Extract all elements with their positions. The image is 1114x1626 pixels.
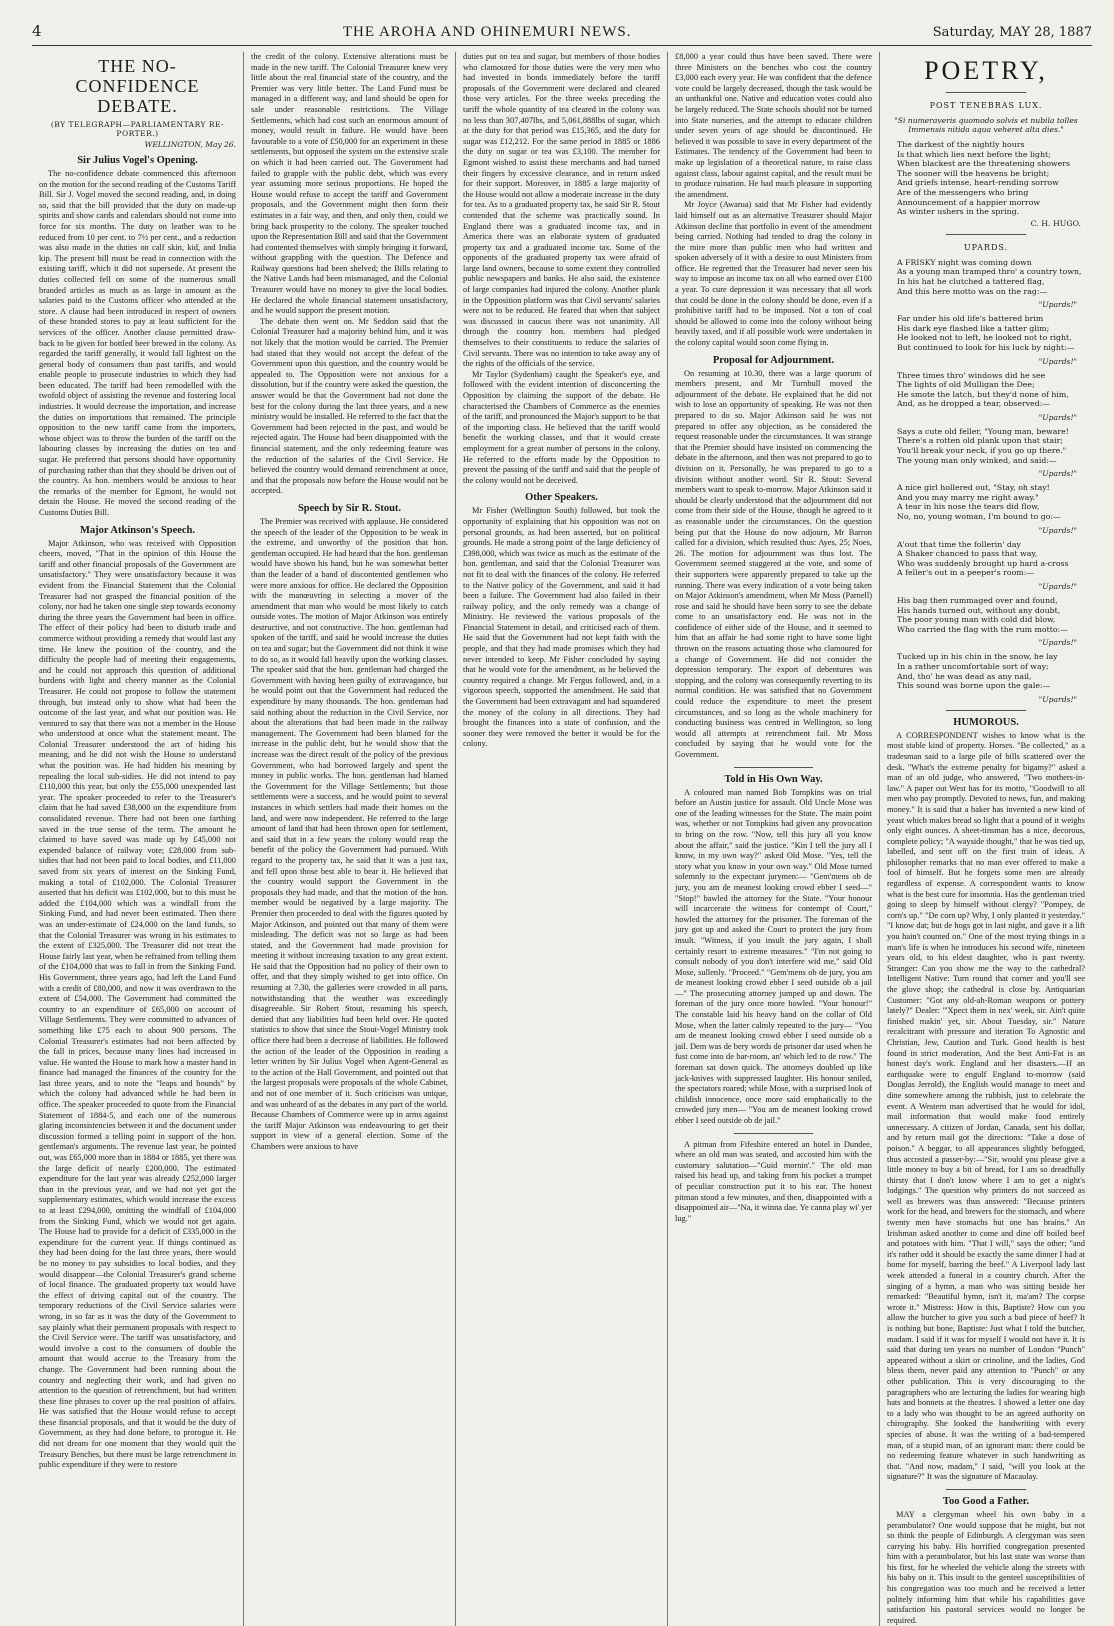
- poem-stanza: [897, 540, 1085, 578]
- dateline: WELLINGTON, May 26.: [144, 140, 236, 149]
- verse-line: Announcement of a happier morrow: [897, 197, 1041, 207]
- verse-line: In his hat he clutched a tattered flag,: [897, 276, 1045, 286]
- poem-refrain: "Upards!": [1038, 694, 1077, 704]
- poem-refrain: "Upards!": [1038, 582, 1077, 591]
- poem-refrain: "Upards!": [1038, 300, 1077, 310]
- verse-line: Who was suddenly brought up hard a-cross: [897, 558, 1069, 568]
- verse-line: As a young man tramped thro' a country town,: [897, 267, 1082, 277]
- article-paragraph: On resuming at 10.30, there was a large quorum of members present, and Mr Turnbull moved the adjournment of the debate. He explained that he did not wish to lose an opportunity of speaking. He was not then prepared to do so. Major Atkinson said he was not prepared to offer any objection, as he considered the request reasonable under the circumstances. It was strange that the Premier should have insisted on commencing the debate in the afternoon, and then was not prepared to go to division on it. Personally, he was prepared to go to a division without another word. Sir R. Stout: Several members want to speak to-morrow. Major Atkinson said it should be clearly understood that the adjournment did not come from their side of the House, though he agreed to it as reasonable under the circumstances. On the question being put that the House do now adjourn, Mr Barron called for a division, which resulted thus: Ayes, 25; Noes, 26. The motion for adjournment was thus lost. The Government seemed staggered at the vote, and some of their supporters were apparently prepared to take up the running. There was every indication of a vote being taken on Major Atkinson's amendment, when Mr Moss (Parnell) rose and said he should have been sorry to see the debate come to an unsatisfactory end. He was not in the confidence of either side of the House, and it seemed to him that an affair he had some right to have some light thrown on the reasons actuating those who clamoured for a change of Government. He did not consider the depression temporary. The export of debentures was stopping, and the colony was consequently reverting to its normal condition. He was satisfied that no Government could reduce the expenditure to meet the present circumstances, and so long as the whole machinery for conducting business was centred in Wellington, so long would all attempts at retrenchment fail. Mr Moss concluded by saying that he would vote for the Government.: [675, 368, 872, 759]
- poem-verse: [897, 140, 1085, 217]
- verse-line: The sooner will the heavens be bright;: [897, 168, 1050, 178]
- verse-line: The young man only winked, and said:—: [897, 455, 1057, 465]
- verse-line: There's a rotten old plank upon that stair;: [897, 436, 1063, 446]
- byline: (BY TELEGRAPH—PARLIAMENTARY RE-PORTER.): [50, 120, 225, 138]
- poem-stanza: [897, 483, 1085, 521]
- verse-line: No, no, young woman, I'm bound to go:—: [897, 512, 1061, 522]
- poem-stanza: [897, 652, 1085, 690]
- verse-line: And this here motto was on the rag:—: [897, 286, 1048, 296]
- article-paragraph: duties put on tea and sugar, but members of those bodies who clamoured for those duties were the very men who had invested in bonds immediately before the tariff proposals of the Government were declared and cleared those very articles. For the three weeks preceding the tariff the whole quantity of tea cleared in the colony was no less than 307,407lbs, and 5,061,888lbs of sugar, which at the duty for that period was £15,365, and the duty for sugar was £12,212. For the same period in 1885 or 1886 the duty on sugar or tea was £3,100. The member for Egmont wished to assist these merchants and had turned their fingers by excessive clearance, and in return asked for their support. Moreover, in 1885 a large majority of the House would not allow a moderate increase in the duty for tea. As to a graduated property tax, he said Sir R. Stout contended that the scheme was practically sound. In England there was a graduated income tax, and in America there was an elaborate system of graduated property tax and a graduated income tax. Some of the opponents of the graduated property tax were afraid of large land owners, because to some extent they controlled public newspapers and banks. He also said, the existence of large companies had injured the colony. Another plank in the Opposition platform was that Civil servants' salaries were not to be reduced. He feared that when that subject was discussed in caucus there was not unanimity. All through the country hon. members had pledged themselves to their constituents to reduce the salaries of Civil servants. There was no intention to take away any of the rights of the officials of the service.: [463, 52, 660, 369]
- subhead-adjournment: Proposal for Adjournment.: [712, 354, 835, 366]
- subhead-stout-speech: Speech by Sir R. Stout.: [297, 502, 402, 514]
- issue-date: Saturday, MAY 28, 1887: [932, 25, 1092, 40]
- verse-line: The poor young man with cold did blow,: [897, 615, 1056, 625]
- verse-line: He smote the latch, but they'd none of him,: [897, 389, 1069, 399]
- verse-line: And, tho' he was dead as any nail,: [897, 671, 1032, 681]
- subhead-told-in-his-own-way: Told in His Own Way.: [724, 773, 823, 785]
- column-5: [880, 52, 1092, 1626]
- poem-upards: [887, 258, 1085, 704]
- verse-line: Says a cute old feller, "Young man, beware!: [897, 426, 1069, 436]
- verse-line: Is that which lies next before the light;: [897, 149, 1051, 159]
- poem-stanza: [897, 596, 1085, 634]
- headline-debate: DEBATE.: [97, 96, 178, 116]
- verse-line: When blackest are the threatening showers: [897, 159, 1070, 169]
- article-paragraph: The no-confidence debate commenced this afternoon on the motion for the second reading of the Customs Tariff Bill. Sir J. Vogel moved the second reading, and, in doing so, said that the bill provided that the duty on made-up spirits and show cards and calendars should not come into force for six months. The duty on leather was to be reduced from 10 per cent. to 7½ per cent., and a reduction was also made in the duties on calf skin, kid, and India kip. The present bill must be read in connection with the existing tariff, which it did not supersede. At present the duties collected fell on some of the numerous small branded articles as much as as large in amount as the salaries paid to the Customs officer who attended at the store. A clause had been introduced in respect of owners of these branded stores to pay at least sufficient for the services of the officer. Another clause permitted draw-back to be given for bottled beer brewed in the colony. As regarded the tariff generally, it would fall lightest on the general body of consumers than past tariffs, and would enable people to prosecute industries to which they had been educated. The tariff had been remodelled with the twofold object of assisting the revenue and fostering local industries. It would decrease the importation, and increase the duties on importations that remained. The principle opposition to the new tariff came from the importers, whose object was to throw the burden of the tariff on the labouring classes by increasing the duties on tea and sugar. He preferred that persons should have opportunity of purchasing rather than that they should be driven out of the country. As hon. members would be anxious to hear the remarks of the member for Egmont, he would not detain the House. He moved the second reading of the Customs Duties Bill.: [39, 169, 236, 517]
- verse-line: In a rather uncomfortable sort of way;: [897, 661, 1049, 671]
- article-paragraph: The Premier was received with applause. He considered the speech of the leader of the Opposition to be weak in the extreme, and unworthy of the position that hon. gentleman occupied. He had heard that the hon. gentleman would have shown his hand, but he was somewhat better than the leader of a band of discontented gentlemen who were more anxious for office. He declared the Opposition with the manœuvring in selecting a mover of the amendment that man who would be most likely to catch outside votes. The motion of Major Atkinson was entirely destructive, and not constructive. The hon. gentleman had spoken of the tariff, and said he would increase the duties on tea and sugar; but the Government did not think it wise to do so, as it would fall heavily upon the working classes. The speaker said that the hon. gentleman had charged the Government with having been guilty of extravagance, but he would point out that the Government had reduced the expenditure by many thousands. The hon. gentleman had said nothing about the reduction in the Civil Service, nor about the alterations that had been made in the railway management. The Government had been blamed for the increase in the public debt, but he would show that the increase was the direct result of the policy of the previous Government, who had borrowed largely and spent the money in public works. The hon. gentleman had blamed the Government for the Village Settlements; but those settlements were a success, and he would point to several instances in which settlers had made their homes on the land, and were now independent. He referred to the large amount of land that had been thrown open for settlement, and said that in a few years the colony would reap the benefit of the policy the Government had pursued. With regard to the property tax, he said that it was a just tax, and fell upon those best able to bear it. He believed that the country would support the Government in the proposals they had made, and that the motion of the hon. member would be negatived by a large majority. The Premier then proceeded to deal with the figures quoted by Major Atkinson, and pointed out that many of them were misleading. The deficit was not so large as had been stated, and the Government had made provision for meeting it without increasing taxation to any great extent. He said that the Opposition had no policy of their own to offer, and that they simply wished to get into office. On resuming at 7.30, the galleries were crowded in all parts, notwithstanding that the weather was exceedingly disagreeable. Sir Robert Stout, resuming his speech, denied that any liabilities had been held over. He quoted statistics to show that since the Stout-Vogel Ministry took office there had been a decrease of liabilities. He followed the action of the leader of the Opposition in reading a letter written by Sir Julius Vogel when Agent-General as to the action of the Hall Government, and pointed out that the largest proposals were proposals of the whole Cabinet, and not of one member of it. Such criticism was unique, and was unheard of as the debates in any part of the world. Because Chambers of Commerce were up in arms against the tariff Major Atkinson was endeavouring to get their support in view of a general election. Some of the Chambers were anxious to have: [251, 516, 448, 1151]
- verse-line: A feller's out in a peeper's room:—: [897, 568, 1035, 578]
- newspaper-title: THE AROHA AND OHINEMURI NEWS.: [342, 24, 632, 40]
- subhead-vogel-opening: Sir Julius Vogel's Opening.: [77, 155, 198, 166]
- article-paragraph: A CORRESPONDENT wishes to know what is the most stable kind of property. Horses. "Be collected," as a tradesman said to a large pile of bills scattered over the desk. "What's the extreme penalty for bigamy?" asked a man of an old judge, who answered, "Two mothers-in-law." A paper out West has for its motto, "Goodwill to all men who pay promptly. Devoted to news, fun, and making money." It is said that a baker has invented a new kind of yeast which makes bread so light that a pound of it weighs only eight ounces. A sheet-tinsman has a nice, decorous, complete policy; "A wayside thought," that he was tied up, labelled, and sent off on the first train of ideas. A philosopher remarks that no man ever offered to make a fool of himself. But he forgets some men are already regardless of expense. A correspondent wants to know what is the best cure for insomnia. Has the gentleman tried going to sleep by himself without clergy? "Pompey, de corn's up." "De corn up? Why, I only planted it yesterday." "I know dat; but de hogs got in last night, and gave it a lift you hain't counted on." One of the most trying things in a man's life is when he introduces his second wife, nineteen years old, to his eldest daughter, who is past twenty. Stranger: Can you show me the way to the cathedral? Intelligent Native: Turn round that corner and you'll see the glove shop; the cathedral is close by. Antiquarian Customer: "Got any old-ah-Roman weapons or pottery lately?" Dealer: "'Xpect them in nex' week, sir. Ain't quite finished makin' yet, sir. About Tuesday, sir." Nature recalcitrant with pressure and iteration To Agnostic and Christian, Jew, Caution and Turk. Good health is best found in strict moderation, And the best Anti-Fat is an honest day's work. England and her disasters.—If an earthquake were to engulf England to-morrow (said Douglas Jerrold), the English would manage to meet and dine somewhere among the rubbish, just to celebrate the event. A Western man advertised that he would for idol, mail information that would make food entirely unnecessary. A citizen of Jordan, Canada, sent his dollar, and by return mail got the directions: "Take a dose of poison." A beggar, to all appearances slightly befogged, thus accosted a passer-by:—"Sir, would you please give a little money to buy a bit of bread, for I am so dreadfully thirsty that I don't know where I am to get a night's lodgings." The question why printers do not succeed as well as brewers was thus answered: "Because printers work for the head, and brewers for the stomach, and where twenty men have stomachs but one has brains." An Irishman asked another to come and dine off boiled beef and potatoes with him. "That I will," says the other; "and it's rather odd it should be exactly the same dinner I had at home for myself, barring the beef." A Liverpool lady last week attended a funeral in a country church. After the singing of a hymn, a man who was sitting beside her remarked: "Beautiful hymn, isn't it, ma'am? The corpse wrote it." Mistress: How is this, Baptiste? How can you allow the butcher to give you such a bad piece of beef? It is nothing but bone, Baptiste: Just what I told the butcher, madam. I said if it was for myself I would not have it. It is said that during ten years no number of London "Punch" appeared without a skirt or crinoline, and the ladies, God bless them, never paid any attention to "Punch" or any other publication. This is very discouraging to the paragraphers who are lecturing the ladies for wearing high hats and bonnets at the theatres. I showed a letter one day to a lady who was thought to be an agreed authority on chirography. She looked the handwriting with every species of abuse. It was the writing of a bad-tempered man, of a stupid man, of an ignorant man: there could be no redeeming feature whatever in such handwriting as that. "And now, madam," I said, "will you look at the signature?" It was the signature of Macaulay.: [887, 730, 1085, 1482]
- verse-line: Tucked up in his chin in the snow, he lay: [897, 652, 1058, 662]
- headline-no-confidence: THE NO-CONFIDENCE: [75, 56, 200, 96]
- poetry-heading: POETRY,: [924, 56, 1048, 85]
- poem-stanza: [897, 314, 1085, 352]
- verse-line: His hands turned out, without any doubt,: [897, 605, 1061, 615]
- page-number: 4: [32, 22, 42, 40]
- verse-line: A FRISKY night was coming down: [897, 257, 1032, 267]
- subhead-atkinson-speech: Major Atkinson's Speech.: [79, 524, 196, 536]
- verse-line: And you may marry me right away.": [897, 492, 1039, 502]
- poem-author: C. H. HUGO.: [1030, 218, 1081, 228]
- verse-line: And griefs intense, heart-rending sorrow: [897, 178, 1059, 188]
- poem-stanza: [897, 371, 1085, 409]
- subhead-too-good-a-father: Too Good a Father.: [942, 1495, 1030, 1507]
- article-paragraph: A coloured man named Bob Tompkins was on trial before an Austin justice for assault. Old Uncle Mose was one of the leading witnesses for the State. The main point was, whether or not Tompkins had given any provocation to bring on the row. "Now, tell this jury all you know about the affair," said the justice. "Kin I tell the jury all I know, in my own way?" asked Old Mose. "Yes, tell the story what you know in your own way." Old Mose turned solemnly to the expectant jurymen:— "Gem'mens ob de jury, you am de meanest looking crowd ebber I seed—" "Stop!" bawled the attorney for the State. "Your honour will incarcerate the witness for contempt of Court," howled the attorney for the prisoner. The foreman of the jury got up and asked the Court to protect the jury from insult. "Witness, if you insult the jury again, I shall certainly resort to extreme measures." "I'm not going to consult nobody of you don't interfere wid me," said Old Mose, sullenly. "Proceed." "Gem'mens ob de jury, you am de meanest looking crowd ebber I seed outside ob a jail—" The prosecuting attorney jumped up and down. The foreman of the jury once more howled. "Your honour!" The constable laid his heavy hand on the collar of Old Mose, when the latter calmly repeated to the jury— "You am de meanest looking crowd ebber I seed outside ob a jail. Dem was de bery words de prisoner dar used when he fust come into de bar-room, an' which led to de row." The foreman sat down quick. The attorneys doubled up like jack-knives with suppressed laughter. His honour smiled, the spectators roared; while Mose, with a surprised look of childish innocence, once more said emphatically to the crowded jury men— "You am de meanest looking crowd ebber I seed outside ob de jail.": [675, 787, 872, 1125]
- verse-line: You'll break your neck, if you go up there.": [897, 446, 1067, 456]
- poem-refrain: "Upards!": [1038, 356, 1077, 366]
- divider: [946, 92, 1025, 93]
- divider: [946, 710, 1025, 711]
- poem-refrain: "Upards!": [1038, 469, 1077, 479]
- article-paragraph: £8,000 a year could thus have been saved. There were three Ministers on the benches who cost the country £3,000 each every year. He was confident that the defence vote could be largely decreased, though the task would be an unthankful one. Native and education votes could also be largely reduced. The State schools should not be turned into State nurseries, and the attempt to educate children under seven years of age should be discontinued. He believed it was possible to save in every department of the Estimates. The tendency of the Government had been to make up legislation of a theoretical nature, to raise class against class, labour against capital, and the result must be to produce ruination. He had much pleasure in supporting the amendment.: [675, 52, 872, 199]
- poem-title: POST TENEBRAS LUX.: [929, 101, 1043, 110]
- article-paragraph: A pitman from Fifeshire entered an hotel in Dundee, where an old man was seated, and accosted him with the customary salutation—"Guid mornin'." The old man raised his head up, and taking from his pocket a trumpet of peculiar construction put it to his ear. The honest pitman stood a few minutes, and then, disappointed with a disappointed air—"Na, it winna dae. Ye canna play wi' yer lug.": [675, 1139, 872, 1223]
- subhead-humorous: HUMOROUS.: [953, 716, 1019, 728]
- verse-line: His dark eye flashed like a tatter glim;: [897, 323, 1050, 333]
- poem-epigraph: "Si numeraveris quomodo solvis et nubila tolles Immensis nitida aqua veheret alta dies.": [894, 116, 1078, 134]
- verse-line: Three times thro' windows did he see: [897, 370, 1046, 380]
- article-paragraph: Mr Taylor (Sydenham) caught the Speaker's eye, and followed with the evident intention of disconcerting the Opposition by claiming the support of the debate. He characterised the Chambers of Commerce as the enemies of the tariff, and pronounced the Major's support to be that of the importing class. He believed that the tariff would benefit the working classes, and that it would create employment for a great number of persons in the colony. He referred to the efforts made by the Opposition to prevent the passing of the tariff and said that the people of the colony would not be deceived.: [463, 369, 660, 485]
- article-paragraph: Mr Fisher (Wellington South) followed, but took the opportunity of explaining that his opposition was not on personal grounds, as had been asserted, but on political grounds. He made a strong point of the large deficiency of £398,000, which was twice as much as the estimate of the hon. gentleman, and said that the Colonial Treasurer was not fit to deal with the finances of the colony. He referred to the Native policy of the Government, and said it had been a failure. The Government had also failed in their railway policy, and the only remedy was a change of Ministry. He reviewed the various proposals of the Financial Statement in detail, and criticised each of them. He said that the Government had not kept faith with the people, and that they had made promises which they had never intended to keep. Mr Fisher concluded by saying that he would vote for the amendment, as he believed the country required a change. Mr Fergus followed, and, in a vigorous speech, supported the amendment. He said that the Government had been extravagant and had squandered the money of the colony in all directions. They had brought the finances into a state of confusion, and the sooner they were removed the better it would be for the colony.: [463, 506, 660, 749]
- verse-line: And, as he dropped a tear, observed:—: [897, 399, 1051, 409]
- verse-line: A'out that time the follerin' day: [897, 539, 1021, 549]
- subhead-other-speakers: Other Speakers.: [525, 492, 598, 504]
- verse-line: A Shaker chanced to pass that way,: [897, 549, 1038, 559]
- divider: [734, 767, 813, 768]
- verse-line: He looked not to left, he looked not to right,: [897, 333, 1072, 343]
- verse-line: Are of the messengers who bring: [897, 187, 1029, 197]
- verse-line: A nice girl hollered out, "Stay, oh stay!: [897, 483, 1050, 493]
- verse-line: The darkest of the nightly hours: [897, 140, 1025, 149]
- column-1: [32, 52, 244, 1626]
- verse-line: As winter ushers in the spring.: [897, 207, 1020, 217]
- poem-stanza: [897, 427, 1085, 465]
- poem-title: UPARDS.: [963, 242, 1009, 252]
- article-paragraph: the credit of the colony. Extensive alterations must be made in the new tariff. The Colonial Treasurer knew very little about the real financial state of the country, and the Premier was very little better. The Land Fund must be managed in a different way, and land should be open for sale under reasonable restrictions. The Village Settlements, which had cost such an enormous amount of money, would result in failure. He would have been favourable to a vote of £50,000 for an experiment in these settlements, but opposed the system on the extensive scale on which it had been carried out. The Government had failed to grapple with the public debt, which was every year assuming more serious proportions. He hoped the House would refuse to accept the tariff and Government proposals, and the Government might then form their estimates in a fair way, and then, and only then, could we bring back prosperity to the colony. The speaker touched upon the Representation Bill and said that the Government had contented themselves with simply bringing it forward, without grappling with the question. The Defence and Railway questions had been shelved; the Bills relating to the Native Lands had been mismanaged, and the Colonial Treasurer would have no money to give the local bodies. He declared the whole financial statement unsatisfactory, and he would support the present motion.: [251, 52, 448, 316]
- poem-refrain: "Upards!": [1038, 638, 1077, 648]
- masthead: [32, 22, 1092, 46]
- article-paragraph: Mr Joyce (Awarua) said that Mr Fisher had evidently laid himself out as an alternative Treasurer should Major Atkinson decline that portfolio in event of the amendment being carried. Nothing had tended to drag the colony in the mire more than public men who had written and spoken adversely of it with a desire to oust Ministers from office. He regretted that the Treasurer had never seen his way to impose an income tax on all who earned over £100 a year. To cure depression it was necessary that all work that could be done in the colony should be done, even if a prohibitive tariff had to be imposed. Not a ton of coal should be allowed to come into the colony without being heavily taxed, and if all possible work were undertaken in the colony capital would soon come flying in.: [675, 200, 872, 348]
- divider: [734, 1133, 813, 1134]
- poem-refrain: "Upards!": [1038, 412, 1077, 422]
- verse-line: The lights of old Mulligan the Dee;: [897, 380, 1035, 390]
- article-paragraph: MAY a clergyman wheel his own baby in a perambulator? One would suppose that he might, but not so think the people of Edinburgh. A clergyman was seen carrying his baby. His horrified congregation presented him with a perambulator, but his last state was worse than his first, for he wheeled the vehicle along the streets with his baby on it. This insult to the genteel susceptibilities of his congregation was too much and he received a letter politely informing him that while his capabilities gave satisfaction his pastoral services would no longer be required.: [887, 1509, 1085, 1625]
- columns: [32, 52, 1092, 1625]
- article-paragraph: The debate then went on. Mr Seddon said that the Colonial Treasurer had a majority behind him, and it was not likely that the motion would be carried. The Premier had stated that they would not accept the defeat of the Government upon this question, and the country would be appealed to. The Opposition were not anxious for a dissolution, but if the country were asked the question, the answer would be that the Government had not done the best for the colony during the last three years, and a new ministry would be installed. He referred to the fact that the Government had been rejected in the past, and would be rejected again. The House had been disappointed with the financial statement, and the only redeeming feature was the reduction of the salaries of the Civil Service. He believed the country would demand retrenchment at once, and that the proposals now before the House would not be accepted.: [251, 316, 448, 496]
- verse-line: A tear in his nose the tears did flow,: [897, 502, 1040, 512]
- column-4: [668, 52, 880, 1626]
- verse-line: Who carried the flag with the rum motto:—: [897, 624, 1068, 634]
- column-2: [244, 52, 456, 1626]
- verse-line: This sound was borne upon the gale:—: [897, 681, 1051, 691]
- verse-line: Far under his old life's battered brim: [897, 314, 1044, 324]
- column-3: [456, 52, 668, 1626]
- verse-line: His bag then rummaged over and found,: [897, 596, 1058, 605]
- article-paragraph: Major Atkinson, who was received with Opposition cheers, moved, "That in the opinion of this House the tariff and other financial proposals of the Government are unsatisfactory." They were unsatisfactory because it was evident from the Financial Statement that the Colonial Treasurer had not grasped the financial position of the colony, nor had he taken one single step towards economy during the three years the Government had been in office. The effect of their policy had been to disturb trade and commerce without providing a remedy that would last any time. He knew the position of the country, and the difficulty the people had of meeting their engagements, and he could not approach this question of additional burdens with light and cheery manner as the Colonial Treasurer. He could not propose to follow the statement through, but instead only to show what had been the outcome of the last year, and what our position was. He ventured to say that there was not a member in the House who understood at once what the statement meant. The Colonial Treasurer understood the art of hiding his meaning, and he did not wish the House to understand what the position was. He had hidden his meaning by repealing the local sub-sidies. He did not intend to pay £110,000 this year, but only the £55,000 unexpended last year. The speaker proceeded to refer to the Treasurer's claim that he had saved £38,000 on the expenditure from consolidated revenue. There had not been one farthing saved in the true sense of the term. The amount he claimed to have saved was made up by £45,000 not expended balance of railway vote; £28,000 from sub-sidies that had not been paid to local bodies, and £11,000 saved from six years of interest on the Sinking Fund, making a total of £102,000. The Colonial Treasurer asserted that his deficit was £102,000, but to this must be added the £104,000 which was a windfall from the Sinking Fund, and had never been estimated. Then there was an under-estimate of £24,000 on the land funds, so that the Colonial Treasurer was wrong in his estimates to the extent of £325,000. The Treasurer did not treat the House fairly last year, when he refrained from telling them of the £104,000 that was to fall in from the Sinking Fund. His Government, three years ago, had left the Land Fund with a credit of £80,000, and now it was overdrawn to the extent of £54,000. The Government had committed the country to an expenditure of £65,000 on account of Village Settlements. They were committed to advances of something like £75 each to about 900 persons. The Colonial Treasurer's estimates had not been affected by the fall in prices, because many lines had increased in value. He wanted the House to mark how a master hand in finance had managed the finances of the country for the last three years, and to note the "leaps and bounds" by which the colony had advanced while he had been in office. The speaker proceeded to quote from the Financial Statement of 1884-5, and each one of the numerous glaring inconsistencies between it and the document under discussion formed a telling point in support of the hon. gentleman's arguments. The revenue last year, he pointed out, was £65,000 more than in 1884 or 1885, yet there was the large deficit of nearly £200,000. The estimated expenditure for the last year was already £252,000 larger than in the previous year, and we had not yet got the supplementary estimates, which would increase the excess to at least £294,000, omitting the windfall of £104,000 from the Sinking Fund, which we would not get again. The House had to provide for a deficit of £335,000 in the expenditure for the current year. If things continued as they had been doing for the last three years, there would be no money to pay subsidies to local bodies, and they would disappear—the Colonial Treasurer's grand scheme of local finance. The graduated property tax would have the effect of driving capital out of the country. The temporary reductions of the Civil Service salaries were wrong, in so far as it was the duty of the Government to say plainly what their permanent proposals with respect to the Civil Service were. The tariff was unsatisfactory, and would involve a cost to the consumers of double the amount that would accrue to the Treasury from the change. The Government had been running about the country and neglecting their work, and had given no attention to the question of retrenchment, but had written these fine phrases to cover up the real position of affairs. He was satisfied that the House would refuse to accept these financial proposals, and that it would be the duty of Government, as they had done before, to prorogue it. He did not dream for one moment that they would quit the Treasury Benches, but there must be large retrenchment in public expenditure if they were to restore: [39, 538, 236, 1470]
- poem-refrain: "Upards!": [1038, 525, 1077, 535]
- divider: [946, 234, 1025, 235]
- divider: [946, 1489, 1025, 1490]
- poem-stanza: [897, 258, 1085, 296]
- verse-line: But continued to look for his luck by night:—: [897, 342, 1075, 352]
